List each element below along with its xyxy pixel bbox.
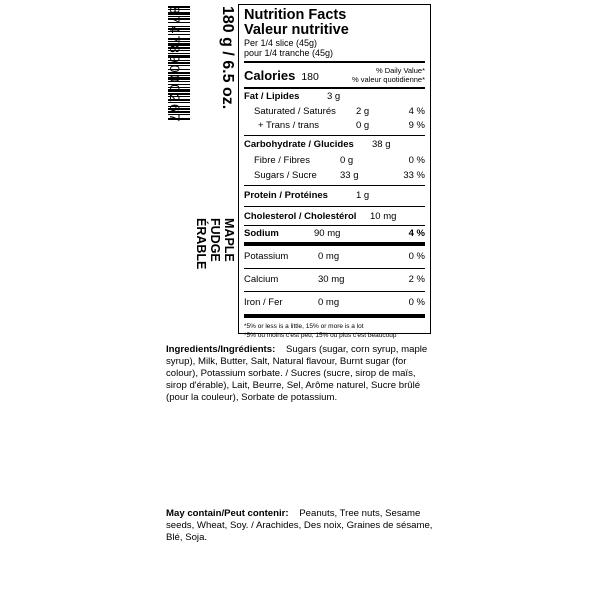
nutrition-title-en: Nutrition Facts [244,7,347,23]
calcium-row [244,269,425,289]
sodium-pct: 4 % [408,227,425,239]
ingredients-text: Sugars (sugar, corn syrup, maple syrup), Milk, Butter, Salt, Natural flavour, Burnt sugar (for colour), Potassium sorbate. / Sucres (sucre, sirop de maïs, sirop d'érable), Lait, Beurre, Sel, Arôme naturel, Sucre brûlé (pour la couleur), Sorbate de potassium. [166,344,428,403]
trans-value: 0 g [356,120,370,131]
calcium-value: 30 mg [318,273,345,285]
trans-pct: 9 % [408,120,425,131]
serving-size-en: Per 1/4 slice (45g) [244,38,318,48]
may-contain-text: Peanuts, Tree nuts, Sesame seeds, Wheat, Soy. / Arachides, Des noix, Graines de sésame, Blé, Soja. [166,508,433,543]
sugars-pct: 33 % [403,170,425,181]
trans-row [244,118,425,133]
nutrition-facts-panel [238,4,431,339]
product-name-line: MAPLE [222,218,236,262]
fat-row [244,89,425,104]
serving-size-fr: pour 1/4 tranche (45g) [244,48,334,58]
daily-value-header [352,66,425,84]
carbohydrate-row [244,136,425,153]
protein-label: Protein / Protéines [244,189,328,201]
potassium-value: 0 mg [318,250,340,262]
fibre-pct: 0 % [408,155,425,166]
sodium-label: Sodium [244,227,279,239]
allergen-block [166,508,436,544]
calories-label: Calories [244,67,296,83]
calcium-label: Calcium [244,273,279,285]
cholesterol-row [244,207,425,225]
daily-value-fr: % valeur quotidienne* [352,75,425,84]
fibre-row [244,153,425,168]
potassium-pct: 0 % [408,250,425,262]
sodium-value: 90 mg [314,227,341,239]
iron-pct: 0 % [408,296,425,308]
cholesterol-label: Cholesterol / Cholestérol [244,210,357,222]
nutrition-title-fr: Valeur nutritive [244,22,349,38]
calories-row [244,63,425,87]
product-name [194,218,236,269]
footnote-fr: *5% ou moins c'est peu, 15% ou plus c'est beaucoup [244,332,397,339]
sugars-value: 33 g [340,170,359,181]
fat-label: Fat / Lipides [244,91,300,102]
sodium-row [244,226,425,240]
product-name-line: FUDGE [208,218,222,262]
barcode-number: 874789000267 [167,6,183,124]
sugars-row [244,168,425,183]
protein-row [244,186,425,204]
carbohydrate-label: Carbohydrate / Glucides [244,139,354,150]
iron-value: 0 mg [318,296,340,308]
potassium-label: Potassium [244,250,289,262]
net-weight: 180 g / 6.5 oz. [219,6,236,110]
potassium-row [244,246,425,266]
product-name-line: ÉRABLE [194,218,208,270]
iron-label: Iron / Fer [244,296,283,308]
fat-value: 3 g [327,91,341,102]
sugars-label: Sugars / Sucre [254,170,317,181]
cholesterol-value: 10 mg [370,210,397,222]
daily-value-en: % Daily Value* [375,66,425,75]
saturated-value: 2 g [356,105,370,117]
saturated-label: Saturated / Saturés [254,105,336,117]
iron-row [244,292,425,312]
calories-value: 180 [301,70,319,83]
fibre-value: 0 g [340,155,354,166]
saturated-pct: 4 % [408,105,425,117]
footnote-en: *5% or less is a little, 15% or more is a lot [244,323,364,330]
trans-label: + Trans / trans [258,120,319,131]
fibre-label: Fibre / Fibres [254,155,310,166]
calcium-pct: 2 % [408,273,425,285]
ingredients-label: Ingredients/Ingrédients: [166,344,276,355]
calories [244,68,319,83]
protein-value: 1 g [356,189,370,201]
ingredients-block [166,344,436,404]
may-contain-label: May contain/Peut contenir: [166,508,289,519]
barcode-digits [165,6,183,123]
footnote [244,322,425,340]
carbohydrate-value: 38 g [372,139,391,150]
saturated-row [244,104,425,118]
